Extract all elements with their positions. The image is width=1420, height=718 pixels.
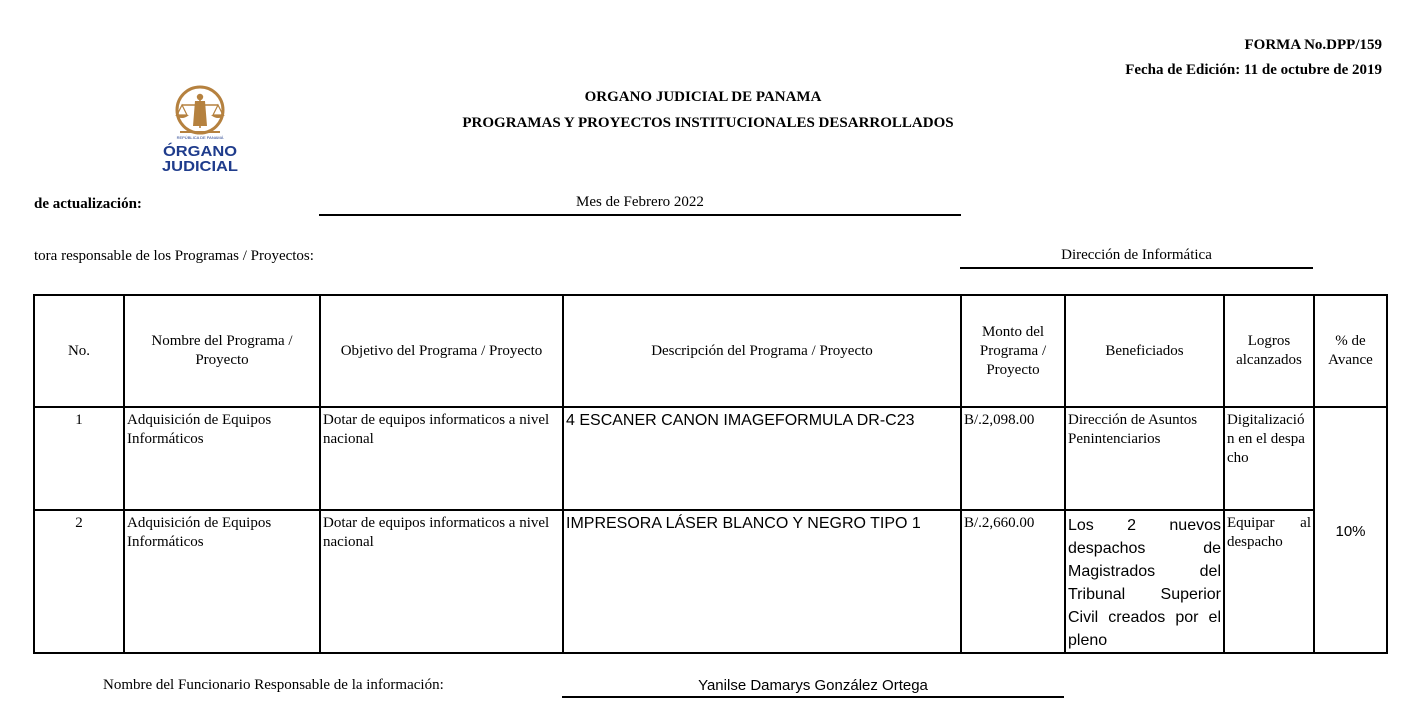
org-title: ORGANO JUDICIAL DE PANAMA [584,89,822,105]
cell-no: 1 [34,407,124,510]
table-row [34,407,1387,510]
cell-avance: 10% [1314,407,1387,653]
doc-title-wrap [0,115,1420,132]
header-beneficiados: Beneficiados [1065,295,1224,407]
header-nombre: Nombre del Programa / Proyecto [124,295,320,407]
logo-small-text: REPÚBLICA DE PANAMÁ [176,135,224,140]
doc-title: PROGRAMAS Y PROYECTOS INSTITUCIONALES DESARROLLADOS [462,115,954,131]
table-row [34,510,1387,653]
responsible-unit-label: tora responsable de los Programas / Proyectos: [34,248,314,264]
cell-no: 2 [34,510,124,653]
logo-line2: JUDICIAL [162,158,238,174]
responsible-official-underline [562,696,1064,698]
header-logros: Logros alcanzados [1224,295,1314,407]
org-title-wrap [0,89,1420,106]
cell-monto: B/.2,660.00 [961,510,1065,653]
cell-descripcion: IMPRESORA LÁSER BLANCO Y NEGRO TIPO 1 [563,510,961,653]
update-underline [319,214,961,216]
header-avance: % de Avance [1314,295,1387,407]
edition-date: Fecha de Edición: 11 de octubre de 2019 [1125,62,1382,78]
update-value: Mes de Febrero 2022 [576,194,704,210]
header-objetivo: Objetivo del Programa / Proyecto [320,295,563,407]
update-label: de actualización: [34,196,142,212]
cell-objetivo: Dotar de equipos informaticos a nivel nacional [320,407,563,510]
header-no: No. [34,295,124,407]
responsible-unit-value: Dirección de Informática [1061,247,1212,263]
form-number: FORMA No.DPP/159 [1244,37,1382,53]
header-monto: Monto del Programa / Proyecto [961,295,1065,407]
cell-logros: Equipar al despacho [1224,510,1314,653]
cell-nombre: Adquisición de Equipos Informáticos [124,407,320,510]
cell-beneficiados: Dirección de Asuntos Penintenciarios [1065,407,1224,510]
header-descripcion: Descripción del Programa / Proyecto [563,295,961,407]
cell-logros: Digitalización en el despacho [1224,407,1314,510]
cell-beneficiados: Los 2 nuevos despachos de Magistrados del Tribunal Superior Civil creados por el pleno [1065,510,1224,653]
table-header-row [34,295,1387,407]
programs-table [33,294,1388,654]
cell-monto: B/.2,098.00 [961,407,1065,510]
responsible-unit-underline [960,267,1313,269]
cell-objetivo: Dotar de equipos informaticos a nivel nacional [320,510,563,653]
logo-line1: ÓRGANO [163,143,231,160]
cell-nombre: Adquisición de Equipos Informáticos [124,510,320,653]
cell-descripcion: 4 ESCANER CANON IMAGEFORMULA DR-C23 [563,407,961,510]
responsible-official-label: Nombre del Funcionario Responsable de la información: [103,677,444,693]
responsible-official-name: Yanilse Damarys González Ortega [698,677,928,694]
